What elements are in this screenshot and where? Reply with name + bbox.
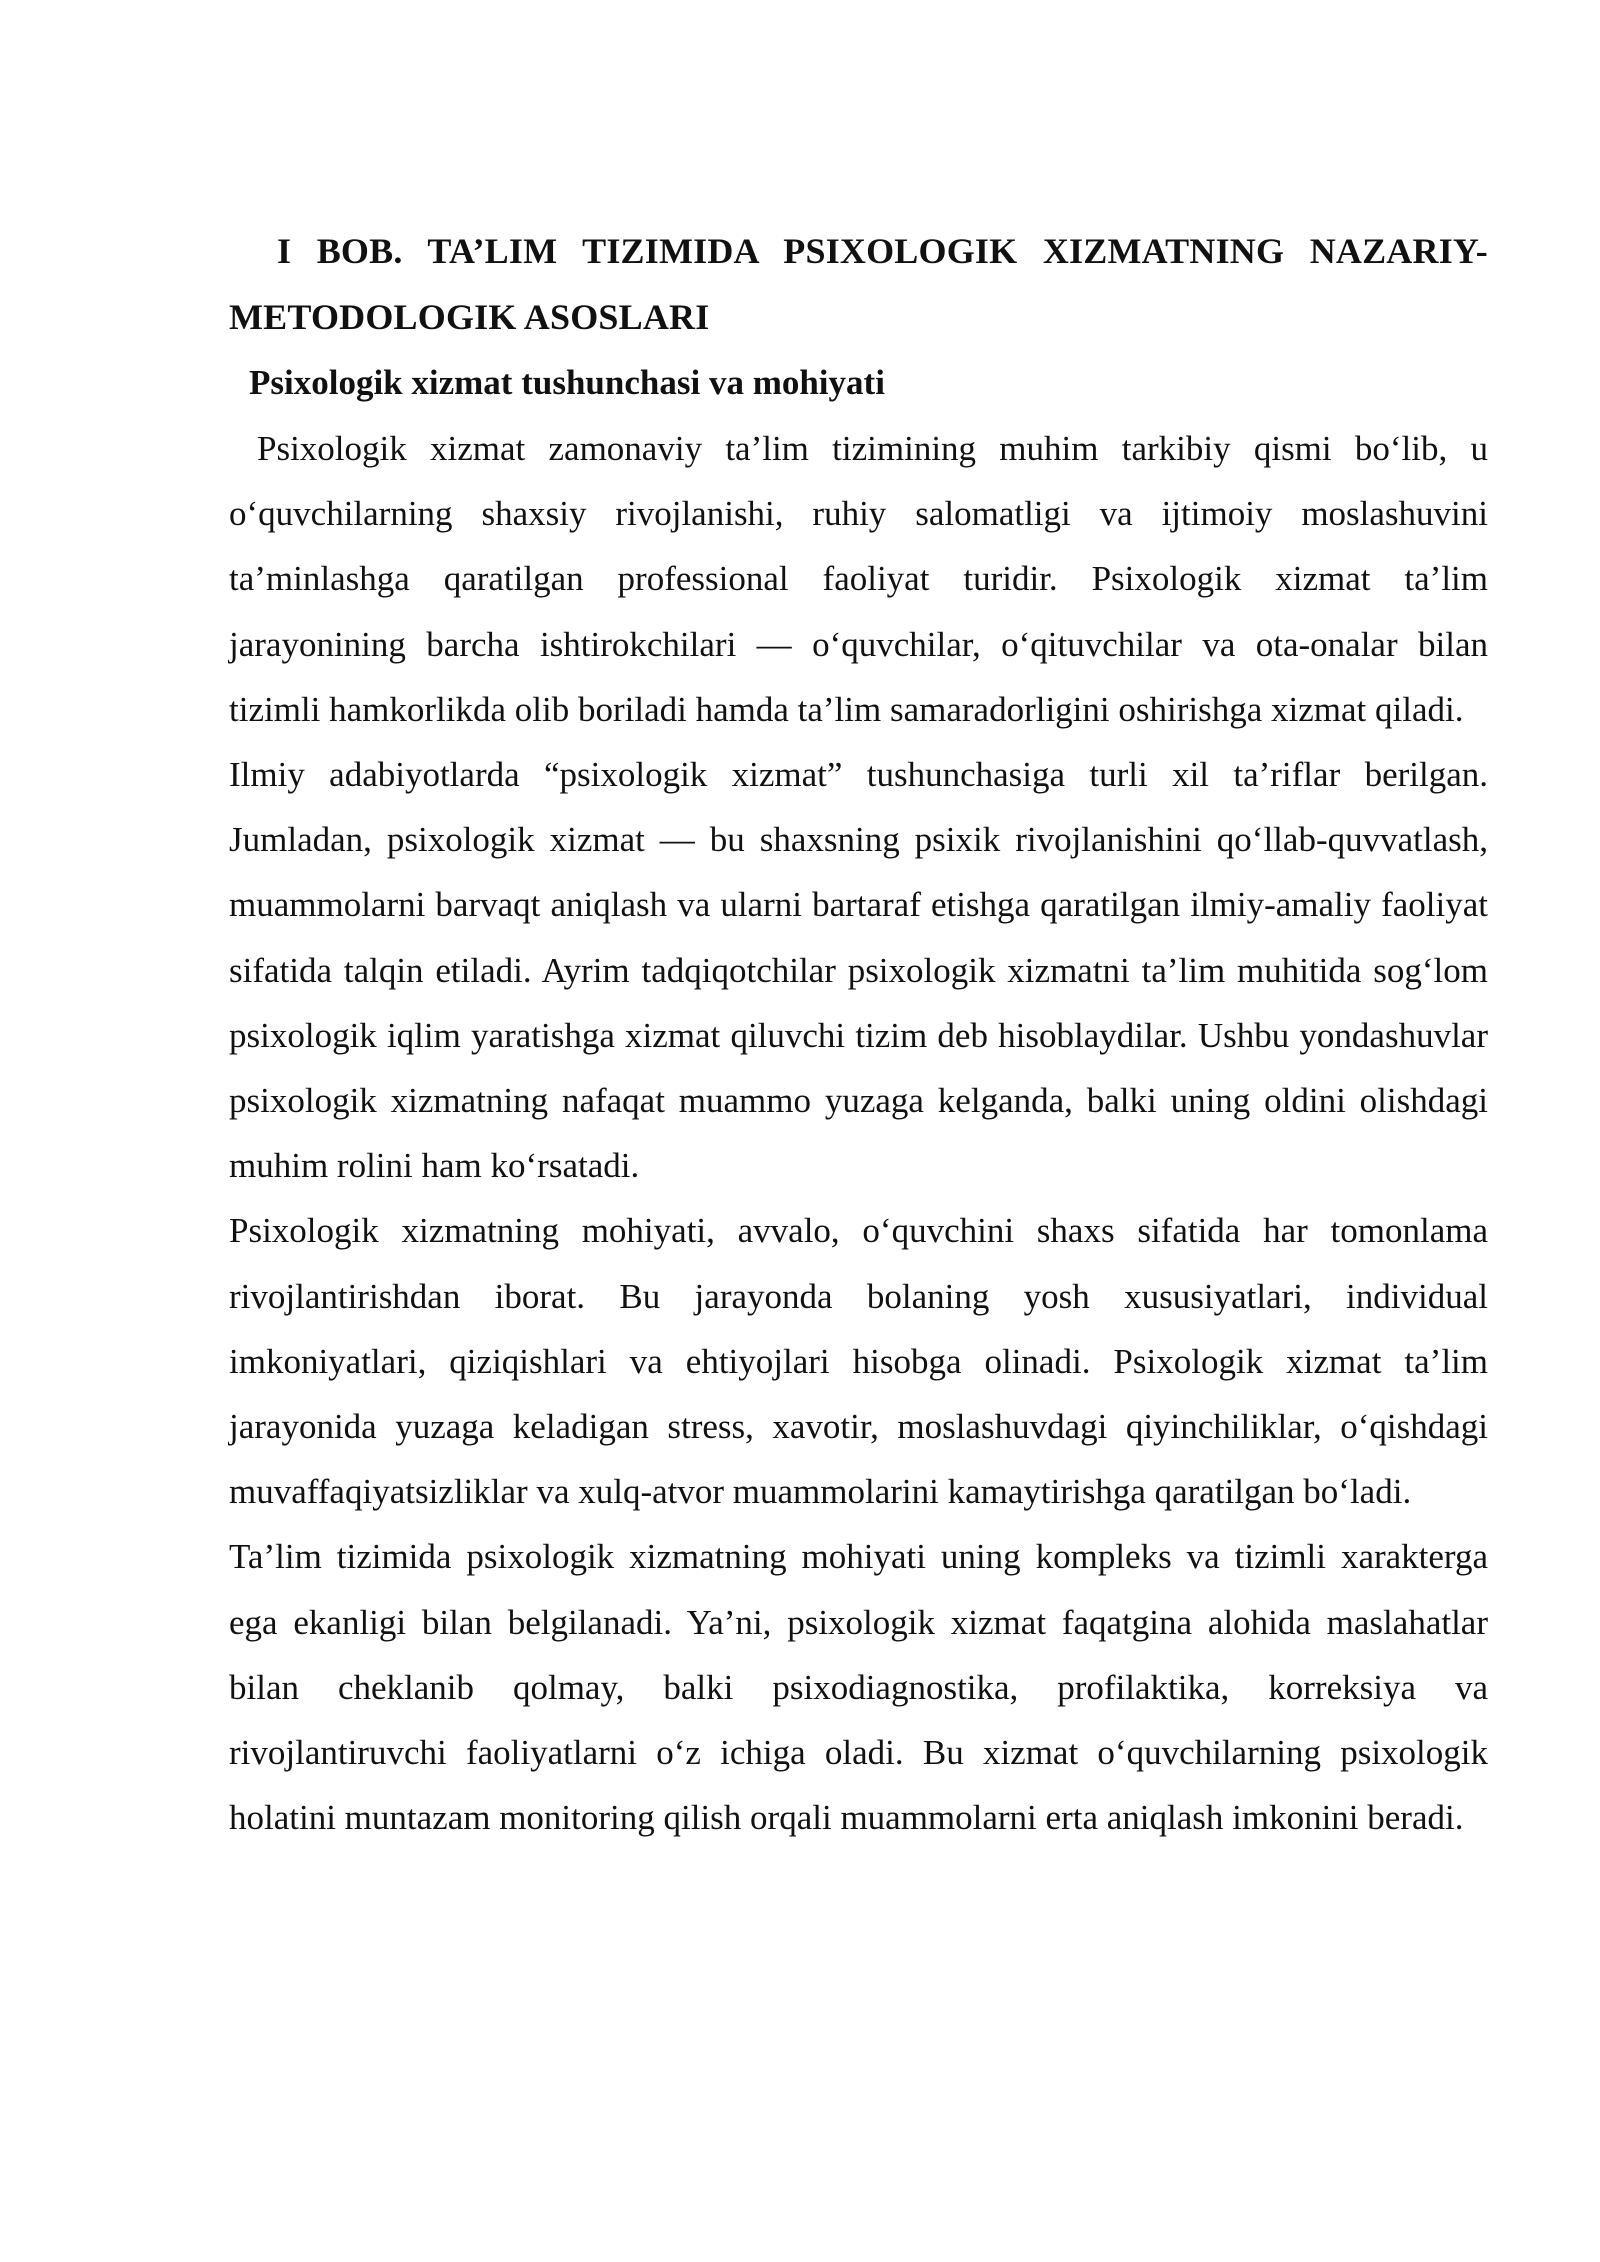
document-page — [229, 218, 1488, 1850]
paragraph-2: Ilmiy adabiyotlarda “psixologik xizmat” tushunchasiga turli xil ta’riflar berilgan. Jumladan, psixologik xizmat — bu shaxsning psixik rivojlanishini qo‘llab-quvvatlash, muammolarni barvaqt aniqlash va ularni bartaraf etishga qaratilgan ilmiy-amaliy faoliyat sifatida talqin etiladi. Ayrim tadqiqotchilar psixologik xizmatni ta’lim muhitida sog‘lom psixologik iqlim yaratishga xizmat qiluvchi tizim deb hisoblaydilar. Ushbu yondashuvlar psixologik xizmatning nafaqat muammo yuzaga kelganda, balki uning oldini olishdagi muhim rolini ham ko‘rsatadi. — [229, 755, 1488, 1186]
paragraph-1: Psixologik xizmat zamonaviy ta’lim tizimining muhim tarkibiy qismi bo‘lib, u o‘quvchilarning shaxsiy rivojlanishi, ruhiy salomatligi va ijtimoiy moslashuvini ta’minlashga qaratilgan professional faoliyat turidir. Psixologik xizmat ta’lim jarayonining barcha ishtirokchilari — o‘quvchilar, o‘qituvchilar va ota-onalar bilan tizimli hamkorlikda olib boriladi hamda ta’lim samaradorligini oshirishga xizmat qiladi. — [229, 429, 1488, 729]
section-title: Psixologik xizmat tushunchasi va mohiyati — [249, 363, 885, 402]
paragraph-3: Psixologik xizmatning mohiyati, avvalo, o‘quvchini shaxs sifatida har tomonlama rivojlantirishdan iborat. Bu jarayonda bolaning yosh xususiyatlari, individual imkoniyatlari, qiziqishlari va ehtiyojlari hisobga olinadi. Psixologik xizmat ta’lim jarayonida yuzaga keladigan stress, xavotir, moslashuvdagi qiyinchiliklar, o‘qishdagi muvaffaqiyatsizliklar va xulq-atvor muammolarini kamaytirishga qaratilgan bo‘ladi. — [229, 1211, 1488, 1512]
paragraph-4: Ta’lim tizimida psixologik xizmatning mohiyati uning kompleks va tizimli xarakterga ega ekanligi bilan belgilanadi. Ya’ni, psixologik xizmat faqatgina alohida maslahatlar bilan cheklanib qolmay, balki psixodiagnostika, profilaktika, korreksiya va rivojlantiruvchi faoliyatlarni o‘z ichiga oladi. Bu xizmat o‘quvchilarning psixologik holatini muntazam monitoring qilish orqali muammolarni erta aniqlash imkonini beradi. — [229, 1537, 1488, 1838]
chapter-title: I BOB. TA’LIM TIZIMIDA PSIXOLOGIK XIZMATNING NAZARIY-METODOLOGIK ASOSLARI — [229, 231, 1488, 337]
